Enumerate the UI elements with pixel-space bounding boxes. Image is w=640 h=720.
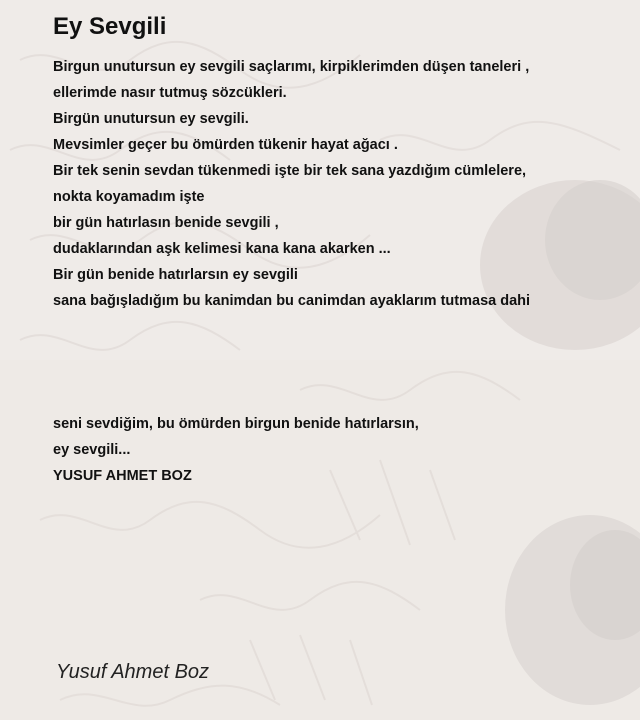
poem-line: ey sevgili... — [53, 442, 131, 458]
poem-line: bir gün hatırlasın benide sevgili , — [53, 215, 279, 231]
poem-line: seni sevdiğim, bu ömürden birgun benide hatırlarsın, — [53, 416, 419, 432]
poem-line: Birgün unutursun ey sevgili. — [53, 111, 249, 127]
poem-line: ellerimde nasır tutmuş sözcükleri. — [53, 85, 287, 101]
poem-line: Bir gün benide hatırlarsın ey sevgili — [53, 267, 298, 283]
poem-line: nokta koyamadım işte — [53, 189, 205, 205]
poem-line: Birgun unutursun ey sevgili saçlarımı, kirpiklerimden düşen taneleri , — [53, 59, 530, 75]
poem-stanza — [53, 411, 419, 489]
poem-line: sana bağışladığım bu kanimdan bu canimdan ayaklarım tutmasa dahi — [53, 293, 531, 309]
poem-signature-line: YUSUF AHMET BOZ — [53, 468, 192, 484]
poem-line: dudaklarından aşk kelimesi kana kana akarken ... — [53, 241, 391, 257]
poem-author: Yusuf Ahmet Boz — [56, 661, 210, 683]
poem-title: Ey Sevgili — [53, 13, 167, 40]
poem-line: Bir tek senin sevdan tükenmedi işte bir tek sana yazdığım cümlelere, — [53, 163, 527, 179]
poem-stanza — [53, 54, 530, 314]
poem-line: Mevsimler geçer bu ömürden tükenir hayat ağacı . — [53, 137, 398, 153]
